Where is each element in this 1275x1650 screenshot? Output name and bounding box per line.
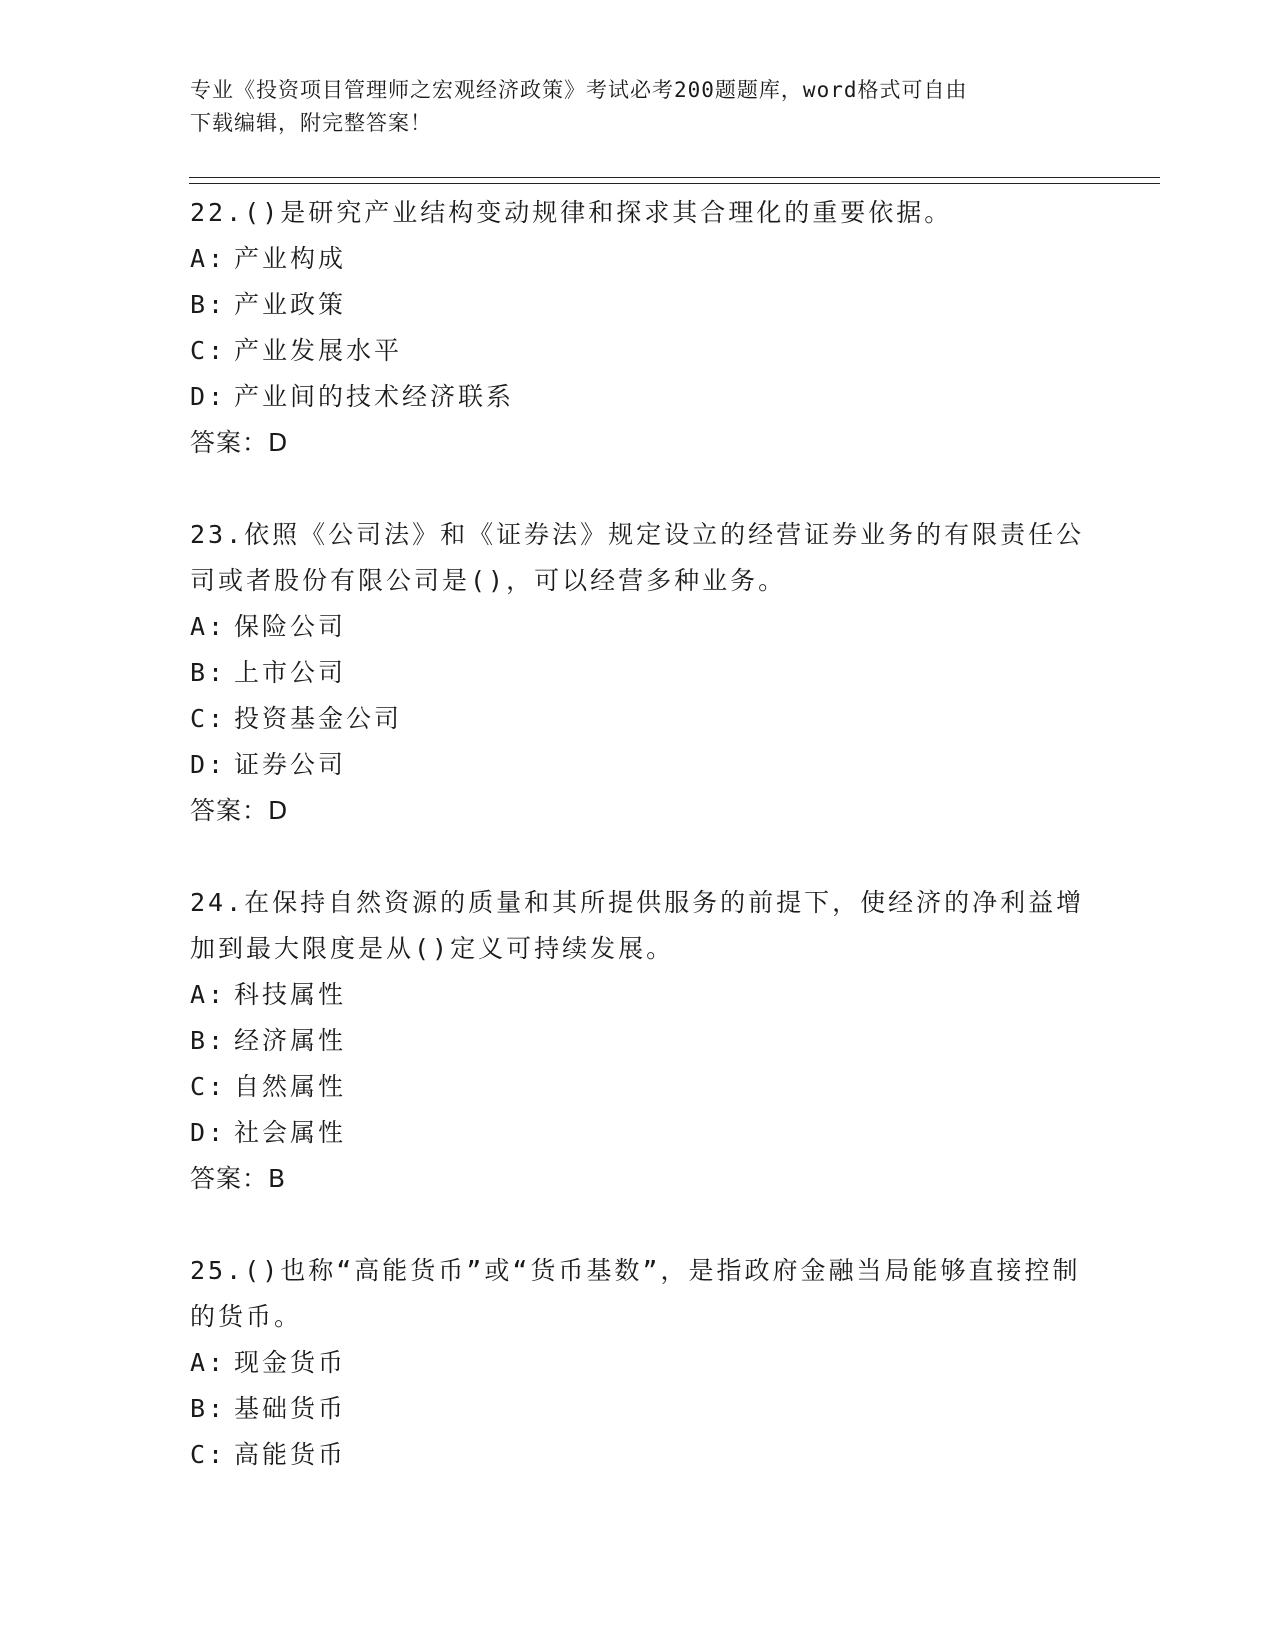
option-text: 保险公司 bbox=[234, 612, 347, 641]
header-divider-bottom bbox=[189, 183, 1160, 184]
question-answer: 答案：B bbox=[190, 1164, 287, 1193]
option-letter: C: bbox=[190, 1072, 227, 1101]
option-letter: B: bbox=[190, 1026, 227, 1055]
option-letter: C: bbox=[190, 1440, 227, 1469]
question-option bbox=[190, 972, 1090, 1018]
question-answer: 答案：D bbox=[190, 796, 289, 825]
question-option bbox=[190, 1386, 1090, 1432]
header-divider-top bbox=[189, 177, 1160, 178]
option-text: 产业发展水平 bbox=[234, 336, 403, 365]
option-letter: B: bbox=[190, 658, 227, 687]
option-text: 现金货币 bbox=[234, 1348, 347, 1377]
question-option bbox=[190, 650, 1090, 696]
option-text: 社会属性 bbox=[234, 1118, 347, 1147]
question-option bbox=[190, 696, 1090, 742]
question-item bbox=[190, 880, 1090, 1202]
question-option bbox=[190, 282, 1090, 328]
option-text: 经济属性 bbox=[234, 1026, 347, 1055]
question-option bbox=[190, 328, 1090, 374]
option-letter: D: bbox=[190, 1118, 227, 1147]
option-text: 科技属性 bbox=[234, 980, 347, 1009]
question-option bbox=[190, 1340, 1090, 1386]
question-option bbox=[190, 236, 1090, 282]
option-letter: A: bbox=[190, 980, 227, 1009]
question-option bbox=[190, 374, 1090, 420]
option-letter: A: bbox=[190, 244, 227, 273]
option-letter: B: bbox=[190, 290, 227, 319]
question-stem: 25.()也称“高能货币”或“货币基数”，是指政府金融当局能够直接控制的货币。 bbox=[190, 1256, 1081, 1331]
option-text: 上市公司 bbox=[234, 658, 347, 687]
option-letter: A: bbox=[190, 612, 227, 641]
option-letter: D: bbox=[190, 750, 227, 779]
question-option bbox=[190, 1064, 1090, 1110]
option-letter: D: bbox=[190, 382, 227, 411]
question-option bbox=[190, 604, 1090, 650]
header-line-1: 专业《投资项目管理师之宏观经济政策》考试必考200题题库，word格式可自由 bbox=[190, 78, 968, 102]
question-stem: 24.在保持自然资源的质量和其所提供服务的前提下，使经济的净利益增加到最大限度是从()定义可持续发展。 bbox=[190, 888, 1085, 963]
question-option bbox=[190, 742, 1090, 788]
document-header bbox=[190, 74, 1090, 140]
option-letter: C: bbox=[190, 336, 227, 365]
option-text: 产业构成 bbox=[234, 244, 347, 273]
question-item bbox=[190, 190, 1090, 466]
question-answer: 答案：D bbox=[190, 428, 289, 457]
option-text: 产业政策 bbox=[234, 290, 347, 319]
header-line-2: 下载编辑，附完整答案！ bbox=[190, 111, 432, 135]
question-item bbox=[190, 1248, 1090, 1478]
question-option bbox=[190, 1110, 1090, 1156]
option-text: 投资基金公司 bbox=[234, 704, 403, 733]
question-stem: 23.依照《公司法》和《证券法》规定设立的经营证券业务的有限责任公司或者股份有限公司是()，可以经营多种业务。 bbox=[190, 520, 1085, 595]
option-text: 产业间的技术经济联系 bbox=[234, 382, 515, 411]
option-text: 证券公司 bbox=[234, 750, 347, 779]
option-text: 高能货币 bbox=[234, 1440, 347, 1469]
question-list bbox=[190, 190, 1090, 1524]
question-item bbox=[190, 512, 1090, 834]
question-option bbox=[190, 1432, 1090, 1478]
option-letter: C: bbox=[190, 704, 227, 733]
option-letter: B: bbox=[190, 1394, 227, 1423]
option-text: 基础货币 bbox=[234, 1394, 347, 1423]
question-stem: 22.()是研究产业结构变动规律和探求其合理化的重要依据。 bbox=[190, 198, 953, 227]
question-option bbox=[190, 1018, 1090, 1064]
option-letter: A: bbox=[190, 1348, 227, 1377]
option-text: 自然属性 bbox=[234, 1072, 347, 1101]
